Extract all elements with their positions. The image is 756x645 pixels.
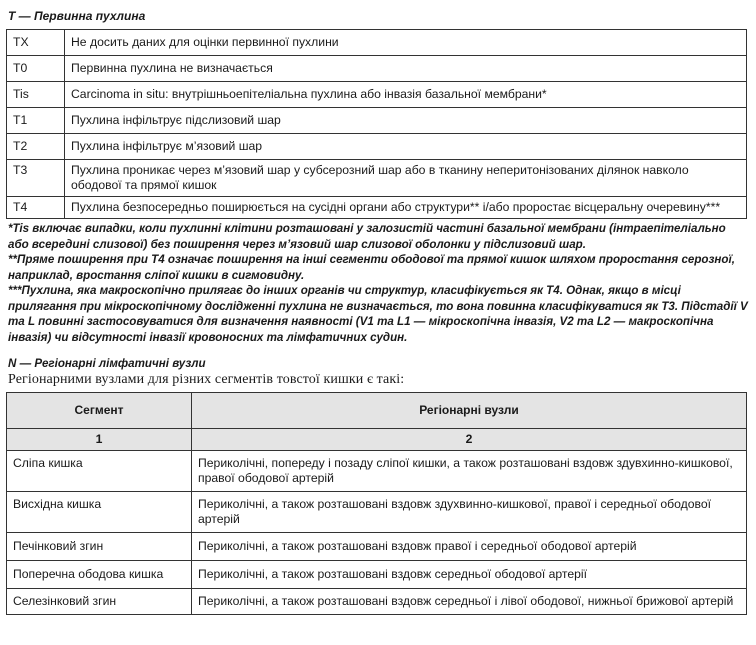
nodes-cell: Периколічні, а також розташовані вздовж здухвинно-кишкової, правої і середньої ободової артерій bbox=[192, 492, 747, 533]
table-row bbox=[7, 160, 747, 197]
nodes-cell: Периколічні, попереду і позаду сліпої кишки, а також розташовані вздовж здувхинно-кишкової, правої ободової артерій bbox=[192, 451, 747, 492]
t-section-title: Т — Первинна пухлина bbox=[8, 9, 146, 23]
column-header-segment: Сегмент bbox=[7, 393, 192, 429]
footnote-t4-macro: ***Пухлина, яка макроскопічно прилягає до інших органів чи структур, класифікується як Т4. Однак, якщо в місці прилягання при мікроскопічному дослідженні пухлина не визначається, то вона повинна класифікуватися як Т3. Підстадії V та L повинні застосовуватися для визначення наявності (V1 та L1 — мікроскопічна інвазія, V2 та L2 — макроскопічна інвазія) чи відсутності інвазії кровоносних та лімфатичних судин. bbox=[8, 284, 748, 344]
table-row bbox=[7, 561, 747, 589]
t-description: Carcinoma in situ: внутрішньоепітеліальна пухлина або інвазія базальної мембрани* bbox=[65, 82, 747, 108]
t-code: T1 bbox=[7, 108, 65, 134]
segment-cell: Сліпа кишка bbox=[7, 451, 192, 492]
table-row bbox=[7, 108, 747, 134]
segment-cell: Поперечна ободова кишка bbox=[7, 561, 192, 589]
footnote-tis: *Tis включає випадки, коли пухлинні клітини розташовані у залозистій частині базальної мембрани (інтраепітеліально або всередині слизової) без поширення через м’язовий шар слизової оболонки у підслизовий шар. bbox=[8, 222, 726, 251]
t-description: Не досить даних для оцінки первинної пухлини bbox=[65, 30, 747, 56]
table-row bbox=[7, 451, 747, 492]
nodes-cell: Периколічні, а також розташовані вздовж середньої ободової артерії bbox=[192, 561, 747, 589]
t-description: Пухлина безпосередньо поширюється на сусідні органи або структури** і/або проростає вісцеральну очеревину*** bbox=[65, 197, 747, 219]
column-header-nodes: Регіонарні вузли bbox=[192, 393, 747, 429]
segment-cell: Висхідна кишка bbox=[7, 492, 192, 533]
n-section-intro: Регіонарними вузлами для різних сегментів товстої кишки є такі: bbox=[8, 372, 405, 387]
t-code: T3 bbox=[7, 160, 65, 197]
t-code: TX bbox=[7, 30, 65, 56]
t-description: Пухлина інфільтрує підслизовий шар bbox=[65, 108, 747, 134]
footnote-t4-direct: **Пряме поширення при Т4 означає поширення на інші сегменти ободової та прямої кишок шляхом проростання серозної, наприклад, вростання сліпої кишки в сигмовидну. bbox=[8, 253, 735, 282]
table-row bbox=[7, 492, 747, 533]
t-description: Пухлина інфільтрує м’язовий шар bbox=[65, 134, 747, 160]
column-number: 2 bbox=[192, 429, 747, 451]
table-row bbox=[7, 533, 747, 561]
t-description: Первинна пухлина не визначається bbox=[65, 56, 747, 82]
t-code: T4 bbox=[7, 197, 65, 219]
table-row bbox=[7, 589, 747, 615]
n-section-title: N — Регіонарні лімфатичні вузли bbox=[8, 357, 206, 370]
column-number-row bbox=[7, 429, 747, 451]
nodes-cell: Периколічні, а також розташовані вздовж правої і середньої ободової артерій bbox=[192, 533, 747, 561]
table-row bbox=[7, 82, 747, 108]
table-header-row bbox=[7, 393, 747, 429]
table-row bbox=[7, 56, 747, 82]
table-row bbox=[7, 30, 747, 56]
t-classification-table bbox=[6, 29, 747, 219]
nodes-cell: Периколічні, а також розташовані вздовж середньої і лівої ободової, нижньої брижової артерій bbox=[192, 589, 747, 615]
footnotes bbox=[8, 221, 748, 345]
segment-cell: Селезінковий згин bbox=[7, 589, 192, 615]
table-row bbox=[7, 134, 747, 160]
document-page bbox=[6, 0, 750, 615]
t-code: T0 bbox=[7, 56, 65, 82]
t-description: Пухлина проникає через м’язовий шар у субсерозний шар або в тканину неперитонізованих ділянок навколо ободової та прямої кишок bbox=[65, 160, 747, 197]
regional-nodes-table bbox=[6, 392, 747, 615]
column-number: 1 bbox=[7, 429, 192, 451]
table-row bbox=[7, 197, 747, 219]
segment-cell: Печінковий згин bbox=[7, 533, 192, 561]
t-code: T2 bbox=[7, 134, 65, 160]
t-code: Tis bbox=[7, 82, 65, 108]
